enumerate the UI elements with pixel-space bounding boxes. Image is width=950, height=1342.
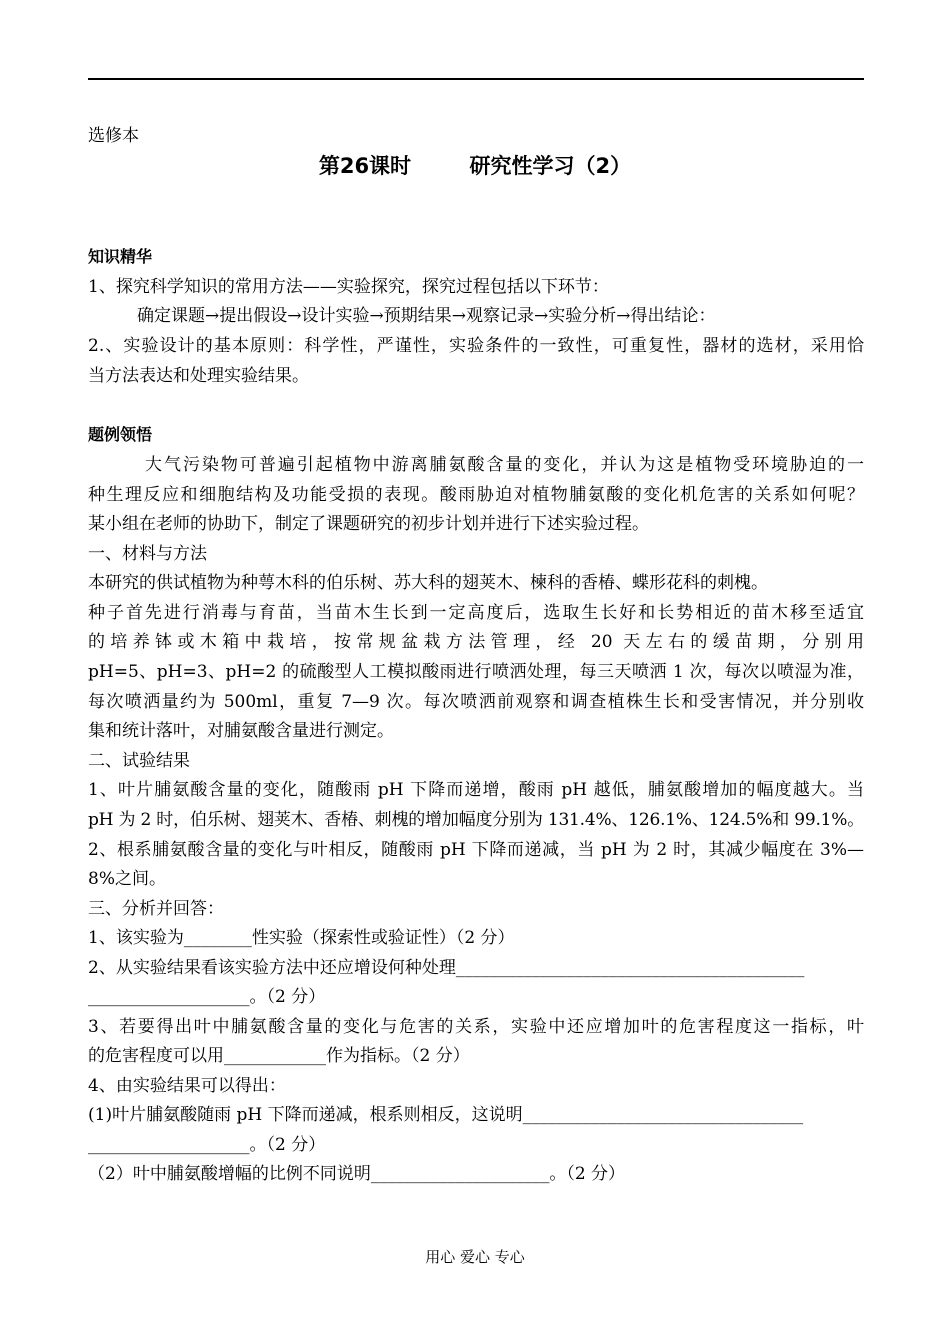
text-line: 1、叶片脯氨酸含量的变化，随酸雨 pH 下降而递增，酸雨 pH 越低，脯氨酸增加的幅度越大。当 <box>88 780 864 800</box>
text-line: 2、根系脯氨酸含量的变化与叶相反，随酸雨 pH 下降而递减，当 pH 为 2 时，其减少幅度在 3%— <box>88 840 864 860</box>
page-title: 第26课时 研究性学习（2） <box>318 154 632 178</box>
text-line: 集和统计落叶，对脯氨酸含量进行测定。 <box>88 721 394 741</box>
question-4-part-1: (1)叶片脯氨酸随雨 pH 下降而递减，根系则相反，这说明_________________________________ <box>88 1105 804 1125</box>
text-line: 8%之间。 <box>88 869 166 889</box>
section-heading-knowledge: 知识精华 <box>88 247 153 266</box>
text-line: pH=5、pH=3、pH=2 的硫酸型人工模拟酸雨进行喷洒处理，每三天喷洒 1 次，每次以喷湿为准， <box>88 662 864 682</box>
text-line: 大气污染物可普遍引起植物中游离脯氨酸含量的变化，并认为这是植物受环境胁迫的一 <box>145 455 864 475</box>
text-line: 2.、实验设计的基本原则：科学性，严谨性，实验条件的一致性，可重复性，器材的选材，采用恰 <box>88 336 864 356</box>
text-line: 1、探究科学知识的常用方法——实验探究，探究过程包括以下环节： <box>88 277 609 297</box>
question-4-part-2: （2）叶中脯氨酸增幅的比例不同说明_____________________。（2 分） <box>88 1164 626 1184</box>
question-3: 3、若要得出叶中脯氨酸含量的变化与危害的关系，实验中还应增加叶的危害程度这一指标，叶 <box>88 1017 864 1037</box>
text-line: 本研究的供试植物为种萼木科的伯乐树、苏大科的翅荚木、楝科的香椿、蝶形花科的刺槐。 <box>88 573 768 593</box>
question-1: 1、该实验为________性实验（探索性或验证性）（2 分） <box>88 928 515 948</box>
question-4: 4、由实验结果可以得出： <box>88 1076 286 1096</box>
question-4-part-1-continued: ___________________。（2 分） <box>88 1135 326 1155</box>
page-footer: 用心 爱心 专心 <box>425 1248 525 1266</box>
header-label: 选修本 <box>88 126 139 146</box>
subsection-heading: 一、材料与方法 <box>88 544 207 564</box>
text-line: 某小组在老师的协助下，制定了课题研究的初步计划并进行下述实验过程。 <box>88 514 649 534</box>
subsection-heading: 二、试验结果 <box>88 751 190 771</box>
question-3-continued: 的危害程度可以用____________作为指标。（2 分） <box>88 1046 470 1066</box>
text-line: 的培养钵或木箱中栽培，按常规盆栽方法管理，经 20 天左右的缓苗期，分别用 <box>88 632 864 652</box>
text-line: 每次喷洒量约为 500ml，重复 7—9 次。每次喷洒前观察和调查植株生长和受害情况，并分别收 <box>88 692 864 712</box>
text-line: 当方法表达和处理实验结果。 <box>88 366 309 386</box>
text-line: 种子首先进行消毒与育苗，当苗木生长到一定高度后，选取生长好和长势相近的苗木移至适宜 <box>88 603 864 623</box>
text-line: 种生理反应和细胞结构及功能受损的表现。酸雨胁迫对植物脯氨酸的变化机危害的关系如何呢？ <box>88 485 864 505</box>
text-line: pH 为 2 时，伯乐树、翅荚木、香椿、刺槐的增加幅度分别为 131.4%、126.1%、124.5%和 99.1%。 <box>88 810 865 830</box>
section-heading-examples: 题例领悟 <box>88 425 153 444</box>
question-2-continued: ___________________。（2 分） <box>88 987 326 1007</box>
question-2: 2、从实验结果看该实验方法中还应增设何种处理_________________________________________ <box>88 958 805 978</box>
text-line: 确定课题→提出假设→设计实验→预期结果→观察记录→实验分析→得出结论： <box>137 306 716 326</box>
header-rule <box>88 78 864 80</box>
subsection-heading: 三、分析并回答： <box>88 899 224 919</box>
